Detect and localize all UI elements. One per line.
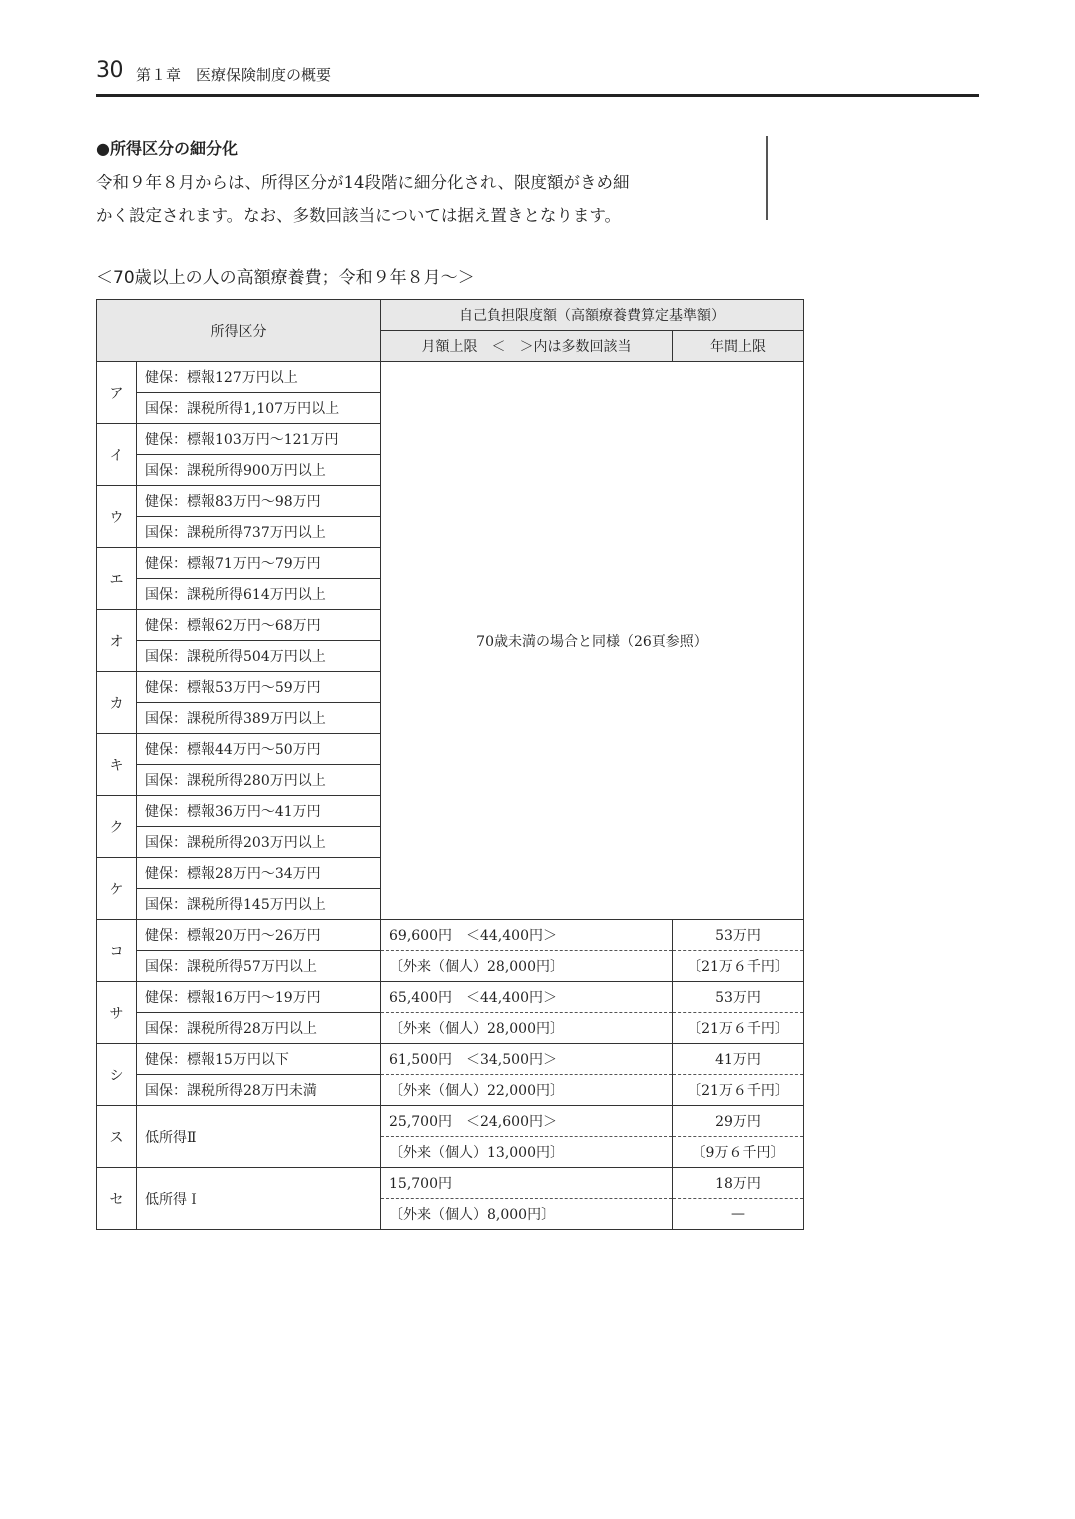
- copay-limit-table: [96, 299, 804, 1230]
- table-header-row: [97, 300, 804, 331]
- page-number: 30: [96, 58, 123, 83]
- kokuho-criteria: 国保：課税所得389万円以上: [137, 703, 381, 734]
- kenpo-criteria: 健保：標報36万円～41万円: [137, 796, 381, 827]
- table-caption: ＜70歳以上の人の高額療養費；令和９年８月～＞: [96, 268, 475, 288]
- kenpo-criteria: 健保：標報16万円～19万円: [137, 982, 381, 1013]
- monthly-limit: 65,400円 ＜44,400円＞: [381, 982, 673, 1013]
- kokuho-criteria: 国保：課税所得504万円以上: [137, 641, 381, 672]
- outpatient-limit: 〔外来（個人）8,000円〕: [381, 1199, 673, 1230]
- outpatient-limit: 〔外来（個人）13,000円〕: [381, 1137, 673, 1168]
- income-class-letter: ク: [97, 796, 137, 858]
- kokuho-criteria: 国保：課税所得1,107万円以上: [137, 393, 381, 424]
- table-row: [97, 1013, 804, 1044]
- paragraph-line: 令和９年８月からは、所得区分が14段階に細分化され、限度額がきめ細: [96, 173, 630, 192]
- annual-limit: 53万円: [673, 982, 804, 1013]
- annual-outpatient-limit: —: [673, 1199, 804, 1230]
- income-class-letter: シ: [97, 1044, 137, 1106]
- low-income-label: 低所得Ⅱ: [137, 1106, 381, 1168]
- kokuho-criteria: 国保：課税所得900万円以上: [137, 455, 381, 486]
- income-class-letter: エ: [97, 548, 137, 610]
- kokuho-criteria: 国保：課税所得614万円以上: [137, 579, 381, 610]
- annual-outpatient-limit: 〔21万６千円〕: [673, 1013, 804, 1044]
- table-row: [97, 951, 804, 982]
- kenpo-criteria: 健保：標報83万円～98万円: [137, 486, 381, 517]
- kenpo-criteria: 健保：標報71万円～79万円: [137, 548, 381, 579]
- income-class-letter: ケ: [97, 858, 137, 920]
- annual-limit: 53万円: [673, 920, 804, 951]
- kenpo-criteria: 健保：標報20万円～26万円: [137, 920, 381, 951]
- kokuho-criteria: 国保：課税所得737万円以上: [137, 517, 381, 548]
- income-class-letter: イ: [97, 424, 137, 486]
- annual-limit: 18万円: [673, 1168, 804, 1199]
- kokuho-criteria: 国保：課税所得280万円以上: [137, 765, 381, 796]
- annual-outpatient-limit: 〔21万６千円〕: [673, 1075, 804, 1106]
- monthly-limit: 61,500円 ＜34,500円＞: [381, 1044, 673, 1075]
- income-class-letter: セ: [97, 1168, 137, 1230]
- table-row: [97, 1168, 804, 1199]
- table-row: [97, 362, 804, 393]
- annual-outpatient-limit: 〔9万６千円〕: [673, 1137, 804, 1168]
- kokuho-criteria: 国保：課税所得145万円以上: [137, 889, 381, 920]
- kenpo-criteria: 健保：標報103万円～121万円: [137, 424, 381, 455]
- table-row: [97, 1044, 804, 1075]
- income-class-letter: ア: [97, 362, 137, 424]
- section-heading: ●所得区分の細分化: [96, 139, 238, 158]
- annual-limit: 41万円: [673, 1044, 804, 1075]
- monthly-limit: 69,600円 ＜44,400円＞: [381, 920, 673, 951]
- income-class-letter: コ: [97, 920, 137, 982]
- monthly-limit: 25,700円 ＜24,600円＞: [381, 1106, 673, 1137]
- kenpo-criteria: 健保：標報53万円～59万円: [137, 672, 381, 703]
- annual-limit: 29万円: [673, 1106, 804, 1137]
- low-income-label: 低所得Ｉ: [137, 1168, 381, 1230]
- header-limit-group: 自己負担限度額（高額療養費算定基準額）: [381, 300, 804, 331]
- monthly-limit: 15,700円: [381, 1168, 673, 1199]
- kenpo-criteria: 健保：標報62万円～68万円: [137, 610, 381, 641]
- paragraph-line: かく設定されます。なお、多数回該当については据え置きとなります。: [96, 206, 622, 225]
- annual-outpatient-limit: 〔21万６千円〕: [673, 951, 804, 982]
- header-divider: [96, 94, 979, 97]
- section-paragraph: [96, 166, 736, 232]
- kenpo-criteria: 健保：標報15万円以下: [137, 1044, 381, 1075]
- income-class-letter: オ: [97, 610, 137, 672]
- table-row: [97, 1075, 804, 1106]
- table-row: [97, 1106, 804, 1137]
- page-header: [96, 56, 979, 94]
- side-margin-rule: [766, 136, 768, 220]
- kokuho-criteria: 国保：課税所得57万円以上: [137, 951, 381, 982]
- income-class-letter: カ: [97, 672, 137, 734]
- kenpo-criteria: 健保：標報28万円～34万円: [137, 858, 381, 889]
- merged-note: 70歳未満の場合と同様（26頁参照）: [381, 362, 804, 920]
- income-class-letter: ス: [97, 1106, 137, 1168]
- outpatient-limit: 〔外来（個人）28,000円〕: [381, 951, 673, 982]
- outpatient-limit: 〔外来（個人）28,000円〕: [381, 1013, 673, 1044]
- kokuho-criteria: 国保：課税所得203万円以上: [137, 827, 381, 858]
- income-class-letter: サ: [97, 982, 137, 1044]
- header-annual-limit: 年間上限: [673, 331, 804, 362]
- outpatient-limit: 〔外来（個人）22,000円〕: [381, 1075, 673, 1106]
- chapter-title: 第１章 医療保険制度の概要: [136, 66, 332, 84]
- kokuho-criteria: 国保：課税所得28万円以上: [137, 1013, 381, 1044]
- income-class-letter: キ: [97, 734, 137, 796]
- header-income-class: 所得区分: [97, 300, 381, 362]
- kenpo-criteria: 健保：標報44万円～50万円: [137, 734, 381, 765]
- kenpo-criteria: 健保：標報127万円以上: [137, 362, 381, 393]
- table-row: [97, 982, 804, 1013]
- income-class-letter: ウ: [97, 486, 137, 548]
- table-row: [97, 920, 804, 951]
- kokuho-criteria: 国保：課税所得28万円未満: [137, 1075, 381, 1106]
- header-monthly-limit: 月額上限 ＜ ＞内は多数回該当: [381, 331, 673, 362]
